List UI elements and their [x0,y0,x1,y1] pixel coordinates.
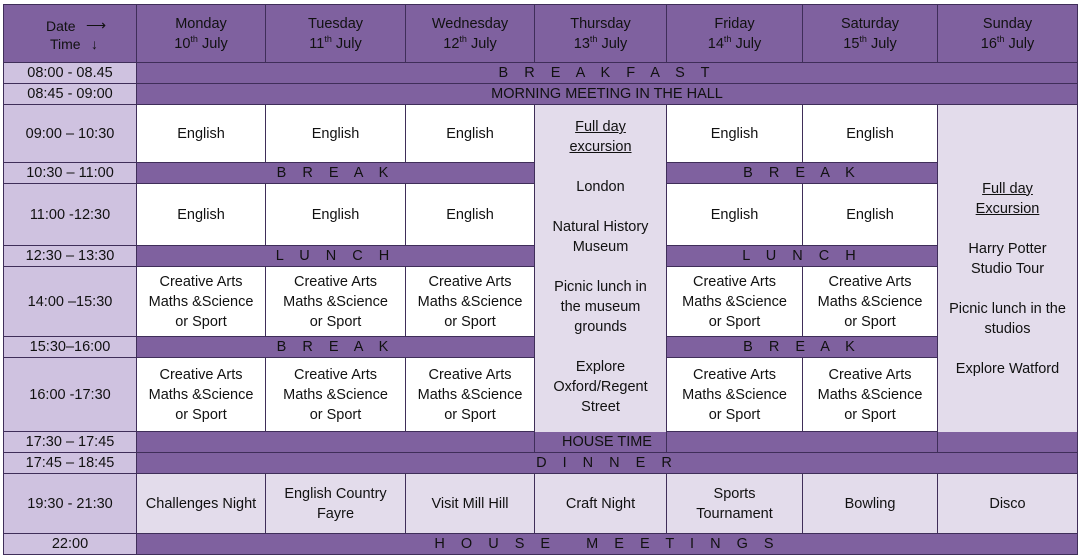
activity-cell: English [667,105,803,163]
activity-cell: English [803,184,938,246]
evening-activity-sunday: Disco [938,474,1078,534]
breakfast-banner: B R E A K F A S T [137,63,1078,84]
time-label: Time [50,35,81,52]
row-house-time [4,432,1078,453]
time-cell: 08:45 - 09:00 [4,84,137,105]
time-cell: 14:00 –15:30 [4,267,137,337]
activity-cell: Creative Arts Maths &Science or Sport [803,267,938,337]
break-banner: B R E A K [667,163,938,184]
evening-activity-tuesday: English Country Fayre [266,474,406,534]
house-meetings-banner: H O U S E M E E T I N G S [137,534,1078,555]
row-dinner [4,453,1078,474]
break-banner: B R E A K [137,163,535,184]
thursday-excursion-cell: Full day excursion London Natural History Museum Picnic lunch in the museum grounds Explore Oxford/Regent Street [535,105,667,453]
row-evening [4,474,1078,534]
activity-cell: English [406,184,535,246]
evening-activity-wednesday: Visit Mill Hill [406,474,535,534]
time-cell: 19:30 - 21:30 [4,474,137,534]
time-cell: 17:45 – 18:45 [4,453,137,474]
activity-cell: English [266,184,406,246]
activity-cell: Creative Arts Maths &Science or Sport [406,267,535,337]
time-cell: 12:30 – 13:30 [4,246,137,267]
date-time-header [4,5,137,63]
activity-cell: English [803,105,938,163]
sunday-excursion-cell: Full day Excursion Harry Potter Studio Tour Picnic lunch in the studios Explore Watford [938,105,1078,453]
evening-activity-friday: Sports Tournament [667,474,803,534]
time-cell: 10:30 – 11:00 [4,163,137,184]
activity-cell: Creative Arts Maths &Science or Sport [406,358,535,432]
activity-cell: Creative Arts Maths &Science or Sport [137,358,266,432]
time-cell: 11:00 -12:30 [4,184,137,246]
activity-cell: Creative Arts Maths &Science or Sport [266,267,406,337]
row-house-meetings [4,534,1078,555]
time-cell: 08:00 - 08.45 [4,63,137,84]
break-banner: B R E A K [137,337,535,358]
row-morning-meeting [4,84,1078,105]
lunch-banner: L U N C H [667,246,938,267]
break-banner: B R E A K [667,337,938,358]
time-cell: 22:00 [4,534,137,555]
time-cell: 16:00 -17:30 [4,358,137,432]
activity-cell: Creative Arts Maths &Science or Sport [137,267,266,337]
day-header-monday: Monday 10th July [137,5,266,63]
activity-cell: English [137,184,266,246]
day-header-friday: Friday 14th July [667,5,803,63]
sunday-excursion-title: Full day [982,180,1033,197]
house-time-banner: HOUSE TIME [137,432,1078,453]
day-header-sunday: Sunday 16th July [938,5,1078,63]
activity-cell: Creative Arts Maths &Science or Sport [266,358,406,432]
time-cell: 15:30–16:00 [4,337,137,358]
dinner-banner: D I N N E R [137,453,1078,474]
row-0900 [4,105,1078,163]
arrow-right-icon: ⟶ [86,16,107,33]
date-label: Date [46,17,76,34]
time-cell: 09:00 – 10:30 [4,105,137,163]
time-cell: 17:30 – 17:45 [4,432,137,453]
activity-cell: Creative Arts Maths &Science or Sport [667,267,803,337]
thursday-excursion-title: Full day [575,119,626,135]
row-breakfast [4,63,1078,84]
activity-cell: Creative Arts Maths &Science or Sport [803,358,938,432]
evening-activity-thursday: Craft Night [535,474,667,534]
header-row [4,5,1078,63]
day-header-wednesday: Wednesday 12th July [406,5,535,63]
evening-activity-saturday: Bowling [803,474,938,534]
evening-activity-monday: Challenges Night [137,474,266,534]
activity-cell: English [406,105,535,163]
activity-cell: English [266,105,406,163]
lunch-banner: L U N C H [137,246,535,267]
arrow-down-icon: ↓ [91,35,98,52]
day-header-thursday: Thursday 13th July [535,5,667,63]
timetable [3,4,1078,555]
activity-cell: English [137,105,266,163]
day-header-tuesday: Tuesday 11th July [266,5,406,63]
activity-cell: Creative Arts Maths &Science or Sport [667,358,803,432]
day-header-saturday: Saturday 15th July [803,5,938,63]
activity-cell: English [667,184,803,246]
morning-meeting-banner: MORNING MEETING IN THE HALL [137,84,1078,105]
